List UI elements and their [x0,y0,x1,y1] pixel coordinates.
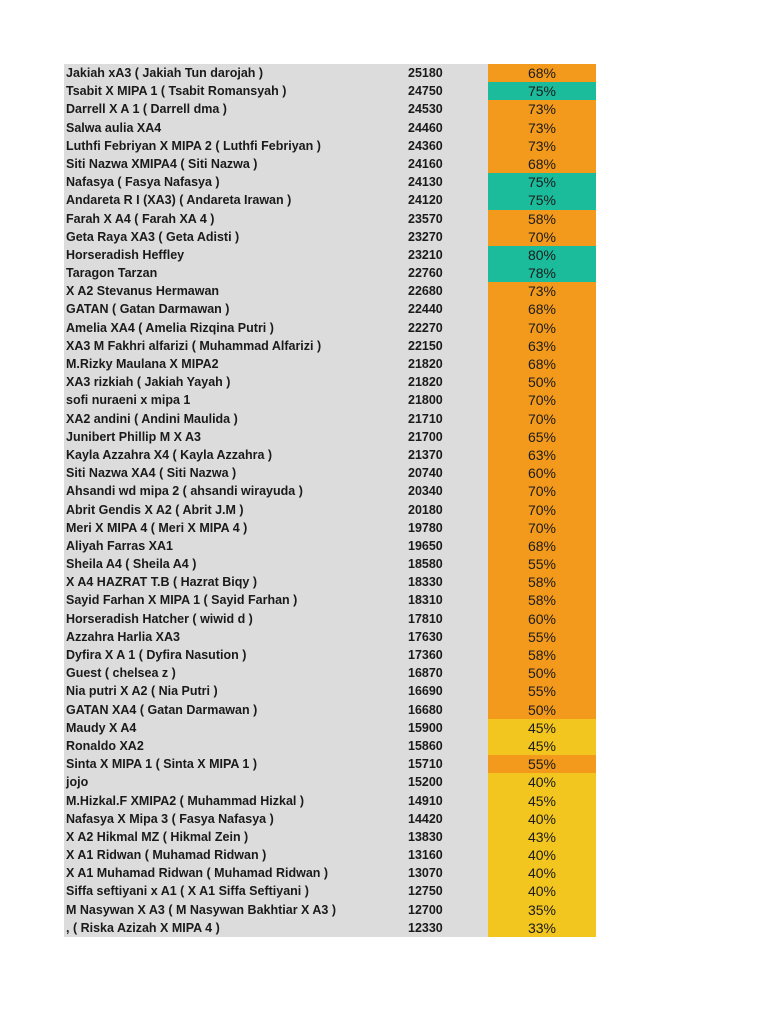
player-name-cell: X A4 HAZRAT T.B ( Hazrat Biqy ) [64,573,406,591]
score-cell: 23270 [406,228,488,246]
score-cell: 13070 [406,864,488,882]
score-cell: 21710 [406,410,488,428]
table-row [64,191,596,209]
score-cell: 24530 [406,100,488,118]
leaderboard-sheet [64,64,596,937]
score-cell: 18310 [406,591,488,609]
score-cell: 22440 [406,300,488,318]
percentage-cell: 58% [488,646,596,664]
score-cell: 22680 [406,282,488,300]
percentage-cell: 60% [488,464,596,482]
player-name-cell: Amelia XA4 ( Amelia Rizqina Putri ) [64,319,406,337]
table-row [64,391,596,409]
table-row [64,337,596,355]
score-cell: 21820 [406,373,488,391]
percentage-cell: 70% [488,391,596,409]
player-name-cell: Maudy X A4 [64,719,406,737]
player-name-cell: Abrit Gendis X A2 ( Abrit J.M ) [64,501,406,519]
score-cell: 15200 [406,773,488,791]
player-name-cell: XA3 rizkiah ( Jakiah Yayah ) [64,373,406,391]
percentage-cell: 35% [488,901,596,919]
score-cell: 21700 [406,428,488,446]
percentage-cell: 80% [488,246,596,264]
table-row [64,737,596,755]
player-name-cell: Nia putri X A2 ( Nia Putri ) [64,682,406,700]
score-cell: 13160 [406,846,488,864]
percentage-cell: 68% [488,300,596,318]
player-name-cell: Guest ( chelsea z ) [64,664,406,682]
player-name-cell: Siti Nazwa XMIPA4 ( Siti Nazwa ) [64,155,406,173]
table-row [64,210,596,228]
percentage-cell: 70% [488,519,596,537]
player-name-cell: Salwa aulia XA4 [64,119,406,137]
table-row [64,373,596,391]
player-name-cell: GATAN ( Gatan Darmawan ) [64,300,406,318]
table-row [64,282,596,300]
player-name-cell: Meri X MIPA 4 ( Meri X MIPA 4 ) [64,519,406,537]
score-cell: 22760 [406,264,488,282]
player-name-cell: X A1 Muhamad Ridwan ( Muhamad Ridwan ) [64,864,406,882]
table-row [64,864,596,882]
player-name-cell: Ahsandi wd mipa 2 ( ahsandi wirayuda ) [64,482,406,500]
score-cell: 19780 [406,519,488,537]
table-row [64,773,596,791]
table-row [64,173,596,191]
table-row [64,410,596,428]
player-name-cell: Nafasya X Mipa 3 ( Fasya Nafasya ) [64,810,406,828]
percentage-cell: 78% [488,264,596,282]
percentage-cell: 63% [488,337,596,355]
player-name-cell: XA3 M Fakhri alfarizi ( Muhammad Alfarizi ) [64,337,406,355]
table-row [64,919,596,937]
table-row [64,519,596,537]
percentage-cell: 73% [488,137,596,155]
score-cell: 16680 [406,701,488,719]
table-row [64,119,596,137]
table-row [64,573,596,591]
score-cell: 15860 [406,737,488,755]
player-name-cell: Horseradish Hatcher ( wiwid d ) [64,610,406,628]
score-cell: 12330 [406,919,488,937]
percentage-cell: 73% [488,119,596,137]
percentage-cell: 73% [488,100,596,118]
score-cell: 15900 [406,719,488,737]
player-name-cell: Ronaldo XA2 [64,737,406,755]
table-row [64,319,596,337]
score-cell: 14910 [406,792,488,810]
percentage-cell: 70% [488,501,596,519]
percentage-cell: 40% [488,864,596,882]
score-cell: 25180 [406,64,488,82]
percentage-cell: 65% [488,428,596,446]
table-row [64,628,596,646]
score-cell: 12750 [406,882,488,900]
table-row [64,228,596,246]
percentage-cell: 70% [488,482,596,500]
percentage-cell: 40% [488,773,596,791]
table-row [64,755,596,773]
table-row [64,591,596,609]
player-name-cell: Siffa seftiyani x A1 ( X A1 Siffa Seftiyani ) [64,882,406,900]
player-name-cell: Andareta R I (XA3) ( Andareta Irawan ) [64,191,406,209]
percentage-cell: 45% [488,737,596,755]
player-name-cell: XA2 andini ( Andini Maulida ) [64,410,406,428]
table-row [64,719,596,737]
player-name-cell: Dyfira X A 1 ( Dyfira Nasution ) [64,646,406,664]
score-cell: 21820 [406,355,488,373]
score-cell: 22270 [406,319,488,337]
percentage-cell: 50% [488,373,596,391]
score-cell: 17630 [406,628,488,646]
table-row [64,246,596,264]
table-row [64,137,596,155]
percentage-cell: 75% [488,82,596,100]
table-row [64,264,596,282]
player-name-cell: Geta Raya XA3 ( Geta Adisti ) [64,228,406,246]
score-cell: 20340 [406,482,488,500]
score-cell: 23570 [406,210,488,228]
player-name-cell: sofi nuraeni x mipa 1 [64,391,406,409]
score-cell: 21370 [406,446,488,464]
player-name-cell: Horseradish Heffley [64,246,406,264]
percentage-cell: 68% [488,355,596,373]
percentage-cell: 43% [488,828,596,846]
player-name-cell: Sayid Farhan X MIPA 1 ( Sayid Farhan ) [64,591,406,609]
table-row [64,464,596,482]
percentage-cell: 70% [488,410,596,428]
table-row [64,428,596,446]
score-cell: 14420 [406,810,488,828]
percentage-cell: 40% [488,882,596,900]
percentage-cell: 70% [488,228,596,246]
player-name-cell: Nafasya ( Fasya Nafasya ) [64,173,406,191]
score-cell: 20180 [406,501,488,519]
percentage-cell: 68% [488,537,596,555]
table-row [64,82,596,100]
table-row [64,537,596,555]
percentage-cell: 68% [488,64,596,82]
player-name-cell: M.Hizkal.F XMIPA2 ( Muhammad Hizkal ) [64,792,406,810]
table-row [64,810,596,828]
score-cell: 17810 [406,610,488,628]
player-name-cell: Sinta X MIPA 1 ( Sinta X MIPA 1 ) [64,755,406,773]
table-row [64,701,596,719]
table-row [64,682,596,700]
score-cell: 24750 [406,82,488,100]
table-row [64,610,596,628]
player-name-cell: Azzahra Harlia XA3 [64,628,406,646]
player-name-cell: X A2 Hikmal MZ ( Hikmal Zein ) [64,828,406,846]
score-cell: 24160 [406,155,488,173]
table-row [64,100,596,118]
percentage-cell: 60% [488,610,596,628]
percentage-cell: 58% [488,210,596,228]
table-row [64,482,596,500]
percentage-cell: 45% [488,719,596,737]
player-name-cell: Tsabit X MIPA 1 ( Tsabit Romansyah ) [64,82,406,100]
player-name-cell: X A1 Ridwan ( Muhamad Ridwan ) [64,846,406,864]
player-name-cell: Sheila A4 ( Sheila A4 ) [64,555,406,573]
player-name-cell: GATAN XA4 ( Gatan Darmawan ) [64,701,406,719]
player-name-cell: Luthfi Febriyan X MIPA 2 ( Luthfi Febriyan ) [64,137,406,155]
table-row [64,901,596,919]
percentage-cell: 58% [488,573,596,591]
score-cell: 24360 [406,137,488,155]
score-cell: 16690 [406,682,488,700]
table-row [64,355,596,373]
percentage-cell: 40% [488,810,596,828]
table-row [64,501,596,519]
player-name-cell: Aliyah Farras XA1 [64,537,406,555]
percentage-cell: 55% [488,755,596,773]
player-name-cell: M.Rizky Maulana X MIPA2 [64,355,406,373]
table-row [64,664,596,682]
player-name-cell: Taragon Tarzan [64,264,406,282]
percentage-cell: 33% [488,919,596,937]
score-cell: 15710 [406,755,488,773]
player-name-cell: Siti Nazwa XA4 ( Siti Nazwa ) [64,464,406,482]
score-cell: 24120 [406,191,488,209]
player-name-cell: Kayla Azzahra X4 ( Kayla Azzahra ) [64,446,406,464]
table-row [64,882,596,900]
player-name-cell: Junibert Phillip M X A3 [64,428,406,446]
percentage-cell: 45% [488,792,596,810]
percentage-cell: 50% [488,701,596,719]
score-cell: 13830 [406,828,488,846]
score-cell: 18580 [406,555,488,573]
score-cell: 20740 [406,464,488,482]
score-cell: 21800 [406,391,488,409]
table-row [64,446,596,464]
score-cell: 22150 [406,337,488,355]
player-name-cell: X A2 Stevanus Hermawan [64,282,406,300]
score-cell: 24130 [406,173,488,191]
table-row [64,300,596,318]
table-row [64,792,596,810]
score-cell: 17360 [406,646,488,664]
table-row [64,646,596,664]
percentage-cell: 50% [488,664,596,682]
percentage-cell: 68% [488,155,596,173]
percentage-cell: 75% [488,191,596,209]
player-name-cell: M Nasywan X A3 ( M Nasywan Bakhtiar X A3 ) [64,901,406,919]
percentage-cell: 70% [488,319,596,337]
table-row [64,828,596,846]
player-name-cell: Darrell X A 1 ( Darrell dma ) [64,100,406,118]
score-cell: 18330 [406,573,488,591]
player-name-cell: Jakiah xA3 ( Jakiah Tun darojah ) [64,64,406,82]
percentage-cell: 55% [488,682,596,700]
score-cell: 19650 [406,537,488,555]
player-name-cell: , ( Riska Azizah X MIPA 4 ) [64,919,406,937]
percentage-cell: 55% [488,628,596,646]
percentage-cell: 63% [488,446,596,464]
table-row [64,155,596,173]
table-row [64,846,596,864]
percentage-cell: 58% [488,591,596,609]
percentage-cell: 40% [488,846,596,864]
player-name-cell: jojo [64,773,406,791]
score-cell: 23210 [406,246,488,264]
percentage-cell: 73% [488,282,596,300]
percentage-cell: 75% [488,173,596,191]
percentage-cell: 55% [488,555,596,573]
score-cell: 12700 [406,901,488,919]
score-cell: 16870 [406,664,488,682]
table-row [64,555,596,573]
score-cell: 24460 [406,119,488,137]
player-name-cell: Farah X A4 ( Farah XA 4 ) [64,210,406,228]
table-row [64,64,596,82]
